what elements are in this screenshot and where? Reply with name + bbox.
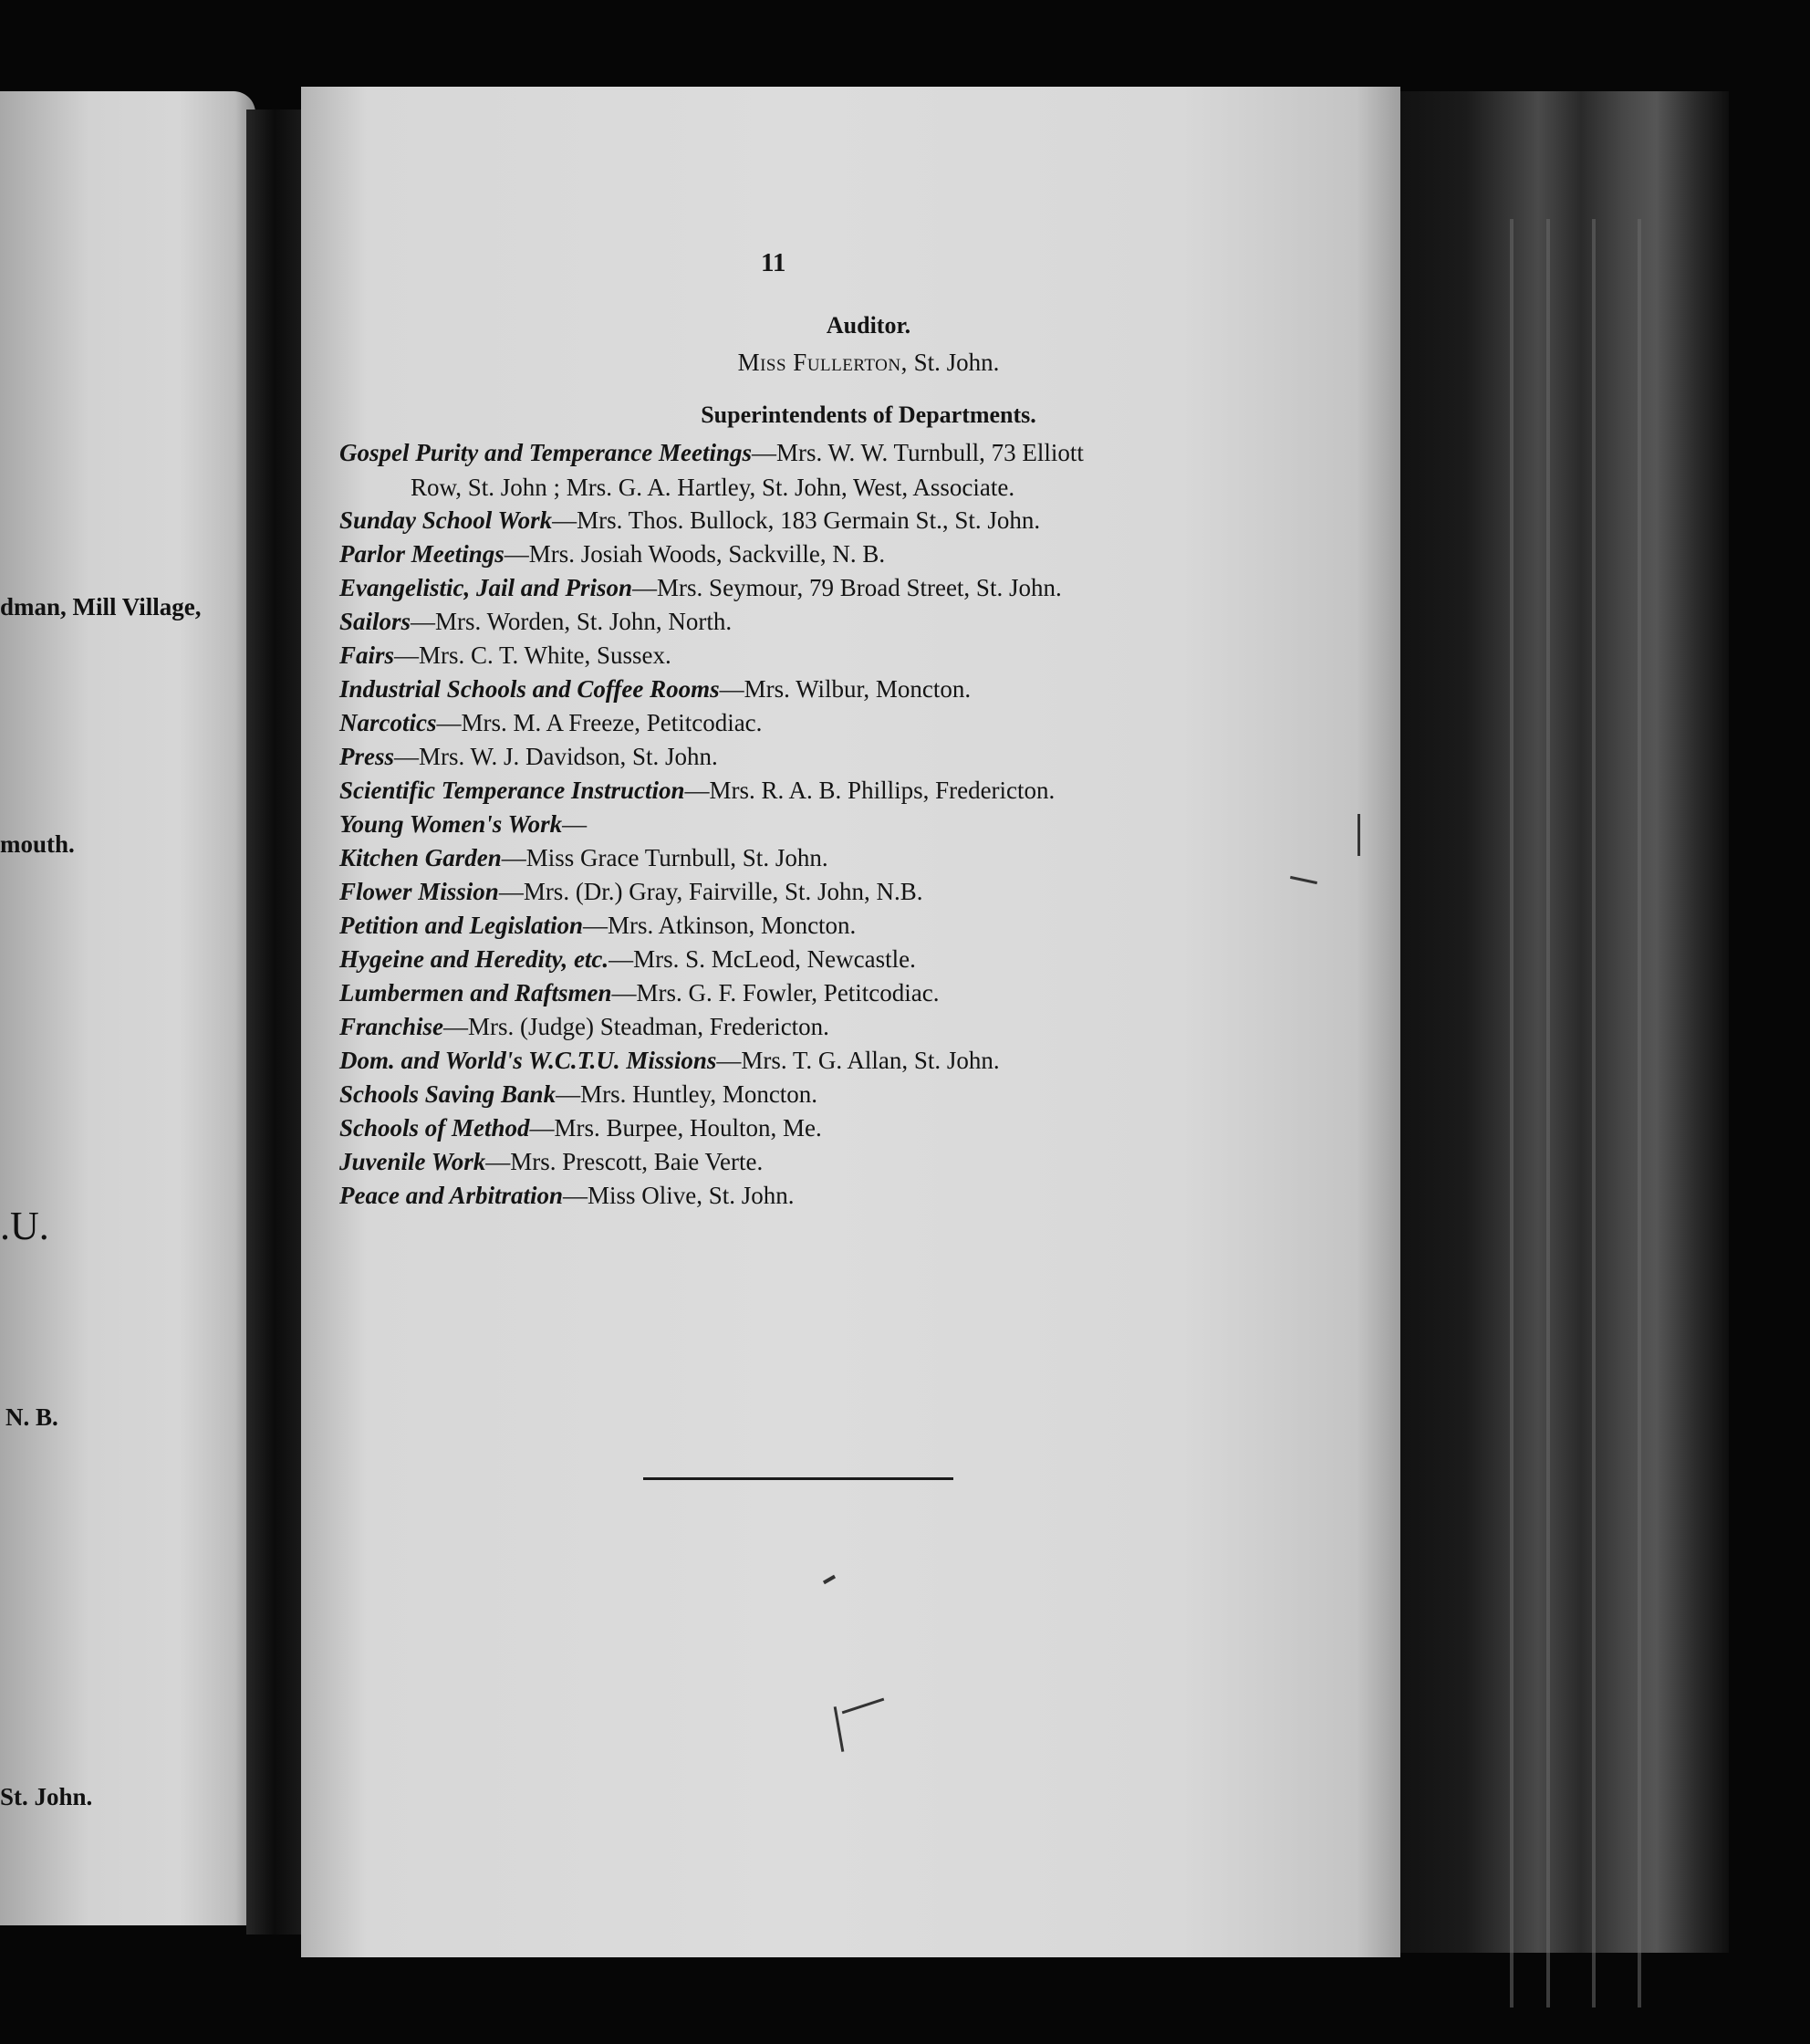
- left-page: [0, 91, 255, 1925]
- department-superintendent: —Mrs. Wilbur, Moncton.: [719, 675, 972, 703]
- department-name: Parlor Meetings: [339, 540, 505, 568]
- department-entry: [339, 976, 940, 1009]
- department-name: Sunday School Work: [339, 506, 553, 534]
- department-name: Lumbermen and Raftsmen: [339, 979, 612, 1006]
- department-name: Press: [339, 743, 394, 770]
- department-entry: [339, 605, 732, 638]
- department-entry: [339, 841, 828, 874]
- department-entry: [339, 706, 762, 739]
- department-entry: [339, 943, 916, 975]
- department-name: Fairs: [339, 641, 395, 669]
- department-name: Gospel Purity and Temperance Meetings: [339, 439, 752, 466]
- department-superintendent: —Mrs. Josiah Woods, Sackville, N. B.: [504, 540, 886, 568]
- department-entry: [339, 740, 718, 773]
- department-entry: [339, 571, 1062, 604]
- department-superintendent: —Mrs. Burpee, Houlton, Me.: [529, 1114, 822, 1142]
- department-superintendent: —Mrs. (Dr.) Gray, Fairville, St. John, N.B.: [498, 878, 923, 905]
- department-entry: [339, 774, 1055, 807]
- department-name: Schools Saving Bank: [339, 1080, 557, 1108]
- department-entry: [339, 1111, 822, 1144]
- department-entry: [339, 673, 971, 705]
- department-superintendent: —Mrs. Prescott, Baie Verte.: [485, 1148, 764, 1175]
- left-page-line: dman, Mill Village,: [0, 593, 202, 620]
- left-page-line: St. John.: [0, 1783, 93, 1810]
- book-edge: [1400, 91, 1729, 1953]
- department-superintendent: —Mrs. T. G. Allan, St. John.: [716, 1047, 1000, 1074]
- department-superintendent: —Miss Olive, St. John.: [563, 1182, 795, 1209]
- department-entry: [339, 808, 587, 840]
- left-page-line: mouth.: [0, 830, 75, 858]
- department-entry: [339, 1145, 763, 1178]
- department-superintendent: —Mrs. Atkinson, Moncton.: [583, 912, 857, 939]
- department-superintendent: —Mrs. W. W. Turnbull, 73 Elliott: [752, 439, 1084, 466]
- page-number: 11: [761, 248, 786, 277]
- department-entry: [339, 1044, 1000, 1077]
- department-superintendent: —Mrs. M. A Freeze, Petitcodiac.: [436, 709, 763, 736]
- department-name: Franchise: [339, 1013, 444, 1040]
- department-name: Kitchen Garden: [339, 844, 502, 871]
- department-superintendent: Row, St. John ; Mrs. G. A. Hartley, St. John, West, Associate.: [411, 474, 1015, 501]
- department-superintendent: —Mrs. S. McLeod, Newcastle.: [609, 945, 916, 973]
- department-name: Schools of Method: [339, 1114, 530, 1142]
- department-superintendent: —Mrs. Worden, St. John, North.: [411, 608, 733, 635]
- auditor-title: Miss Fullerton,: [737, 349, 908, 376]
- department-entry: [339, 909, 856, 942]
- department-superintendent: —Mrs. C. T. White, Sussex.: [394, 641, 671, 669]
- left-page-line: N. B.: [5, 1403, 58, 1431]
- auditor-name: [339, 349, 1370, 377]
- department-name: Flower Mission: [339, 878, 499, 905]
- department-name: Evangelistic, Jail and Prison: [339, 574, 633, 601]
- left-page-line: .U.: [0, 1204, 49, 1248]
- department-entry: [339, 1179, 795, 1212]
- department-entry: [339, 436, 1084, 469]
- department-name: Sailors: [339, 608, 411, 635]
- department-entry: [339, 537, 885, 570]
- auditor-heading: Auditor.: [826, 312, 911, 339]
- department-entry: [339, 504, 1040, 537]
- department-superintendent: —Mrs. R. A. B. Phillips, Fredericton.: [684, 777, 1056, 804]
- department-name: Young Women's Work: [339, 810, 563, 838]
- department-name: Hygeine and Heredity, etc.: [339, 945, 609, 973]
- department-superintendent: —Mrs. Seymour, 79 Broad Street, St. John.: [632, 574, 1062, 601]
- department-superintendent: —Mrs. G. F. Fowler, Petitcodiac.: [611, 979, 940, 1006]
- department-superintendent: —Miss Grace Turnbull, St. John.: [501, 844, 828, 871]
- department-superintendent: —Mrs. W. J. Davidson, St. John.: [394, 743, 718, 770]
- department-name: Scientific Temperance Instruction: [339, 777, 685, 804]
- department-name: Petition and Legislation: [339, 912, 584, 939]
- book-gutter: [246, 110, 303, 1934]
- department-name: Dom. and World's W.C.T.U. Missions: [339, 1047, 717, 1074]
- department-superintendent: —Mrs. (Judge) Steadman, Fredericton.: [443, 1013, 829, 1040]
- department-entry-continued: [411, 471, 1014, 504]
- department-entry: [339, 1078, 817, 1111]
- department-name: Peace and Arbitration: [339, 1182, 564, 1209]
- department-superintendent: —: [562, 810, 588, 838]
- department-name: Juvenile Work: [339, 1148, 486, 1175]
- department-name: Industrial Schools and Coffee Rooms: [339, 675, 720, 703]
- department-entry: [339, 1010, 829, 1043]
- department-name: Narcotics: [339, 709, 437, 736]
- closing-rule: [643, 1477, 953, 1480]
- department-entry: [339, 875, 923, 908]
- ink-mark: [1358, 814, 1360, 856]
- superintendents-heading: Superintendents of Departments.: [701, 402, 1036, 428]
- department-superintendent: —Mrs. Huntley, Moncton.: [556, 1080, 818, 1108]
- auditor-place: St. John.: [913, 349, 1000, 376]
- department-entry: [339, 639, 671, 672]
- department-superintendent: —Mrs. Thos. Bullock, 183 Germain St., St. John.: [552, 506, 1041, 534]
